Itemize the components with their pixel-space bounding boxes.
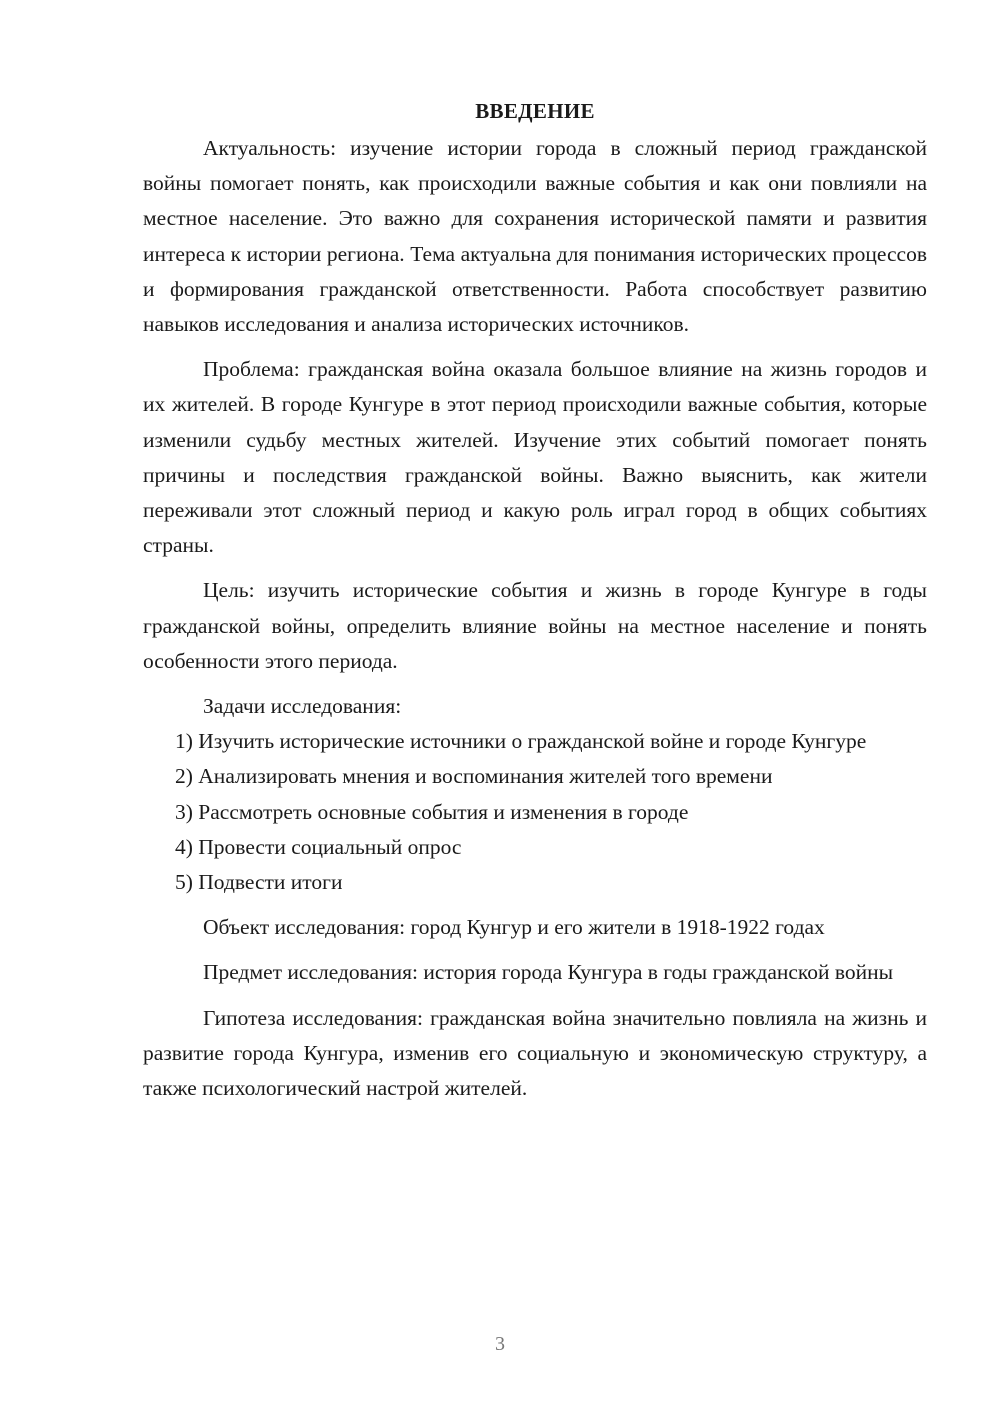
object-paragraph: Объект исследования: город Кунгур и его жители в 1918-1922 годах [203,915,825,940]
page-title: ВВЕДЕНИЕ [475,99,595,123]
actuality-paragraph: Актуальность: изучение истории города в сложный период гражданской войны помогает понять, как происходили важные события и как они повлияли на местное население. Это важно для сохранения исторической памяти и развития интереса к истории региона. Тема актуальна для понимания исторических процессов и формирования гражданской ответственности. Работа способствует развитию навыков исследования и анализа исторических источников. [143,136,927,337]
goal-paragraph: Цель: изучить исторические события и жизнь в городе Кунгуре в годы гражданской войны, определить влияние войны на местное население и понять особенности этого периода. [143,578,927,673]
document-page [143,95,927,1106]
task-item-4: 4) Провести социальный опрос [175,834,462,859]
task-item-5: 5) Подвести итоги [175,870,343,895]
page-number: 3 [495,1333,505,1355]
task-item-1: 1) Изучить исторические источники о гражданской войне и городе Кунгуре [175,729,867,754]
task-item-2: 2) Анализировать мнения и воспоминания жителей того времени [175,764,773,789]
tasks-heading: Задачи исследования: [203,694,402,719]
problem-paragraph: Проблема: гражданская война оказала большое влияние на жизнь городов и их жителей. В городе Кунгуре в этот период происходили важные события, которые изменили судьбу местных жителей. Изучение этих событий помогает понять причины и последствия гражданской войны. Важно выяснить, как жители переживали этот сложный период и какую роль играл город в общих событиях страны. [143,357,927,558]
task-item-3: 3) Рассмотреть основные события и изменения в городе [175,799,689,824]
subject-paragraph: Предмет исследования: история города Кунгура в годы гражданской войны [203,960,894,985]
hypothesis-paragraph: Гипотеза исследования: гражданская война значительно повлияла на жизнь и развитие города Кунгура, изменив его социальную и экономическую структуру, а также психологический настрой жителей. [143,1005,927,1101]
